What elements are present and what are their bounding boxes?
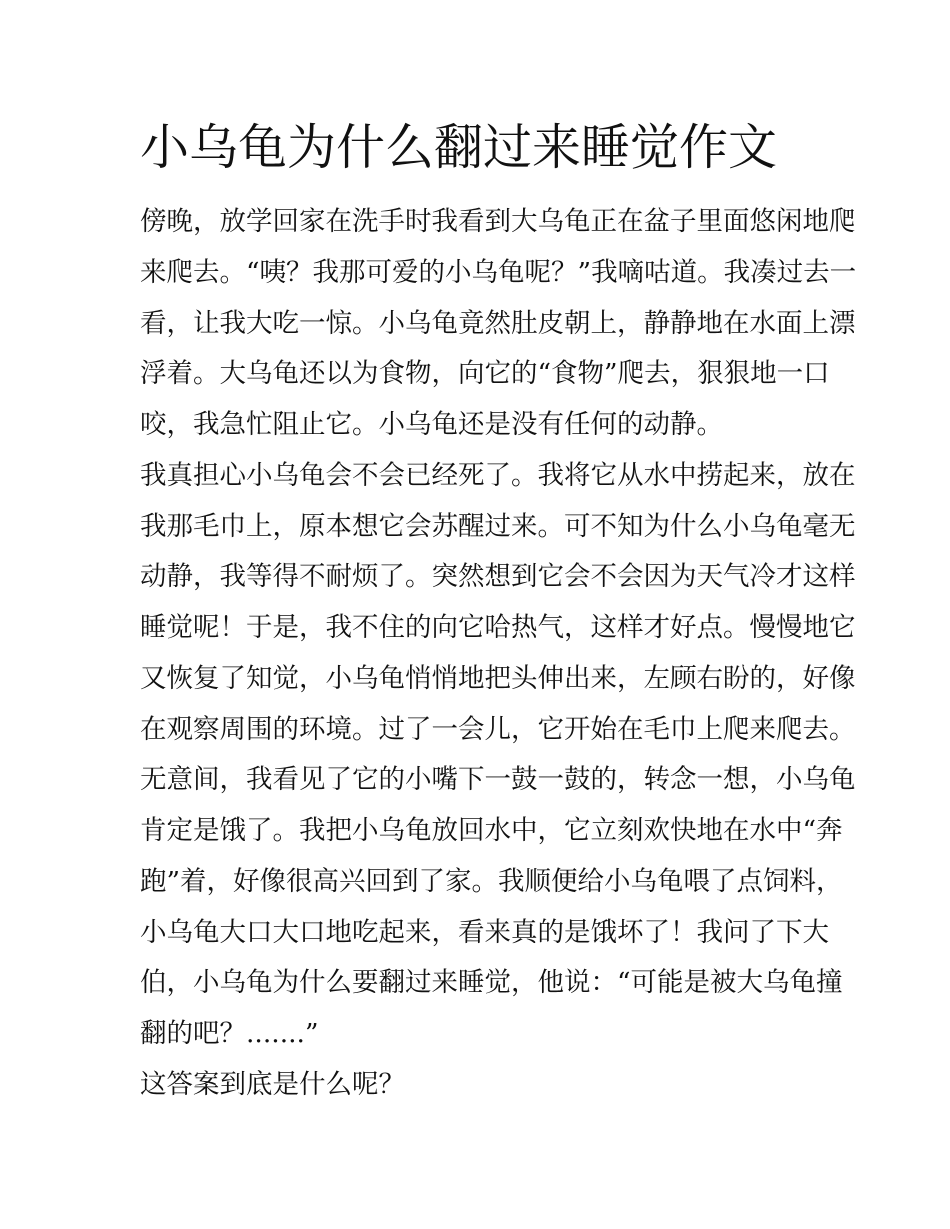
paragraph-1 — [140, 197, 857, 451]
paragraph-3 — [140, 1060, 820, 1111]
text-line: 看，让我大吃一惊。小乌龟竟然肚皮朝上，静静地在水面上漂 — [140, 307, 856, 339]
text-line: 无意间，我看见了它的小嘴下一鼓一鼓的，转念一想，小乌龟 — [140, 764, 856, 796]
text-line: 伯，小乌龟为什么要翻过来睡觉，他说：“可能是被大乌龟撞 — [140, 967, 843, 999]
text-line: 又恢复了知觉，小乌龟悄悄地把头伸出来，左顾右盼的，好像 — [140, 662, 856, 694]
text-line: 跑”着，好像很高兴回到了家。我顺便给小乌龟喂了点饲料， — [140, 865, 843, 897]
page-title: 小乌龟为什么翻过来睡觉作文 — [140, 119, 778, 176]
text-line: 小乌龟大口大口地吃起来，看来真的是饿坏了！我问了下大 — [140, 916, 829, 948]
text-line: 翻的吧？.......” — [140, 1018, 319, 1049]
text-line: 浮着。大乌龟还以为食物，向它的“食物”爬去，狠狠地一口 — [140, 358, 830, 390]
text-line: 动静，我等得不耐烦了。突然想到它会不会因为天气冷才这样 — [140, 561, 856, 593]
essay-body — [140, 197, 857, 1111]
text-line: 在观察周围的环境。过了一会儿，它开始在毛巾上爬来爬去。 — [140, 713, 856, 745]
text-line: 来爬去。“咦？我那可爱的小乌龟呢？”我嘀咕道。我凑过去一 — [140, 256, 857, 288]
text-line: 肯定是饿了。我把小乌龟放回水中，它立刻欢快地在水中“奔 — [140, 815, 843, 846]
text-line: 我那毛巾上，原本想它会苏醒过来。可不知为什么小乌龟毫无 — [140, 510, 856, 542]
text-line: 睡觉呢！于是，我不住的向它哈热气，这样才好点。慢慢地它 — [140, 612, 856, 643]
text-line: 我真担心小乌龟会不会已经死了。我将它从水中捞起来，放在 — [140, 459, 856, 491]
paragraph-2 — [140, 451, 856, 1060]
text-line: 傍晚，放学回家在洗手时我看到大乌龟正在盆子里面悠闲地爬 — [140, 206, 856, 237]
text-line: 咬，我急忙阻止它。小乌龟还是没有任何的动静。 — [140, 409, 723, 440]
text-line: 这答案到底是什么呢？ — [140, 1068, 405, 1100]
